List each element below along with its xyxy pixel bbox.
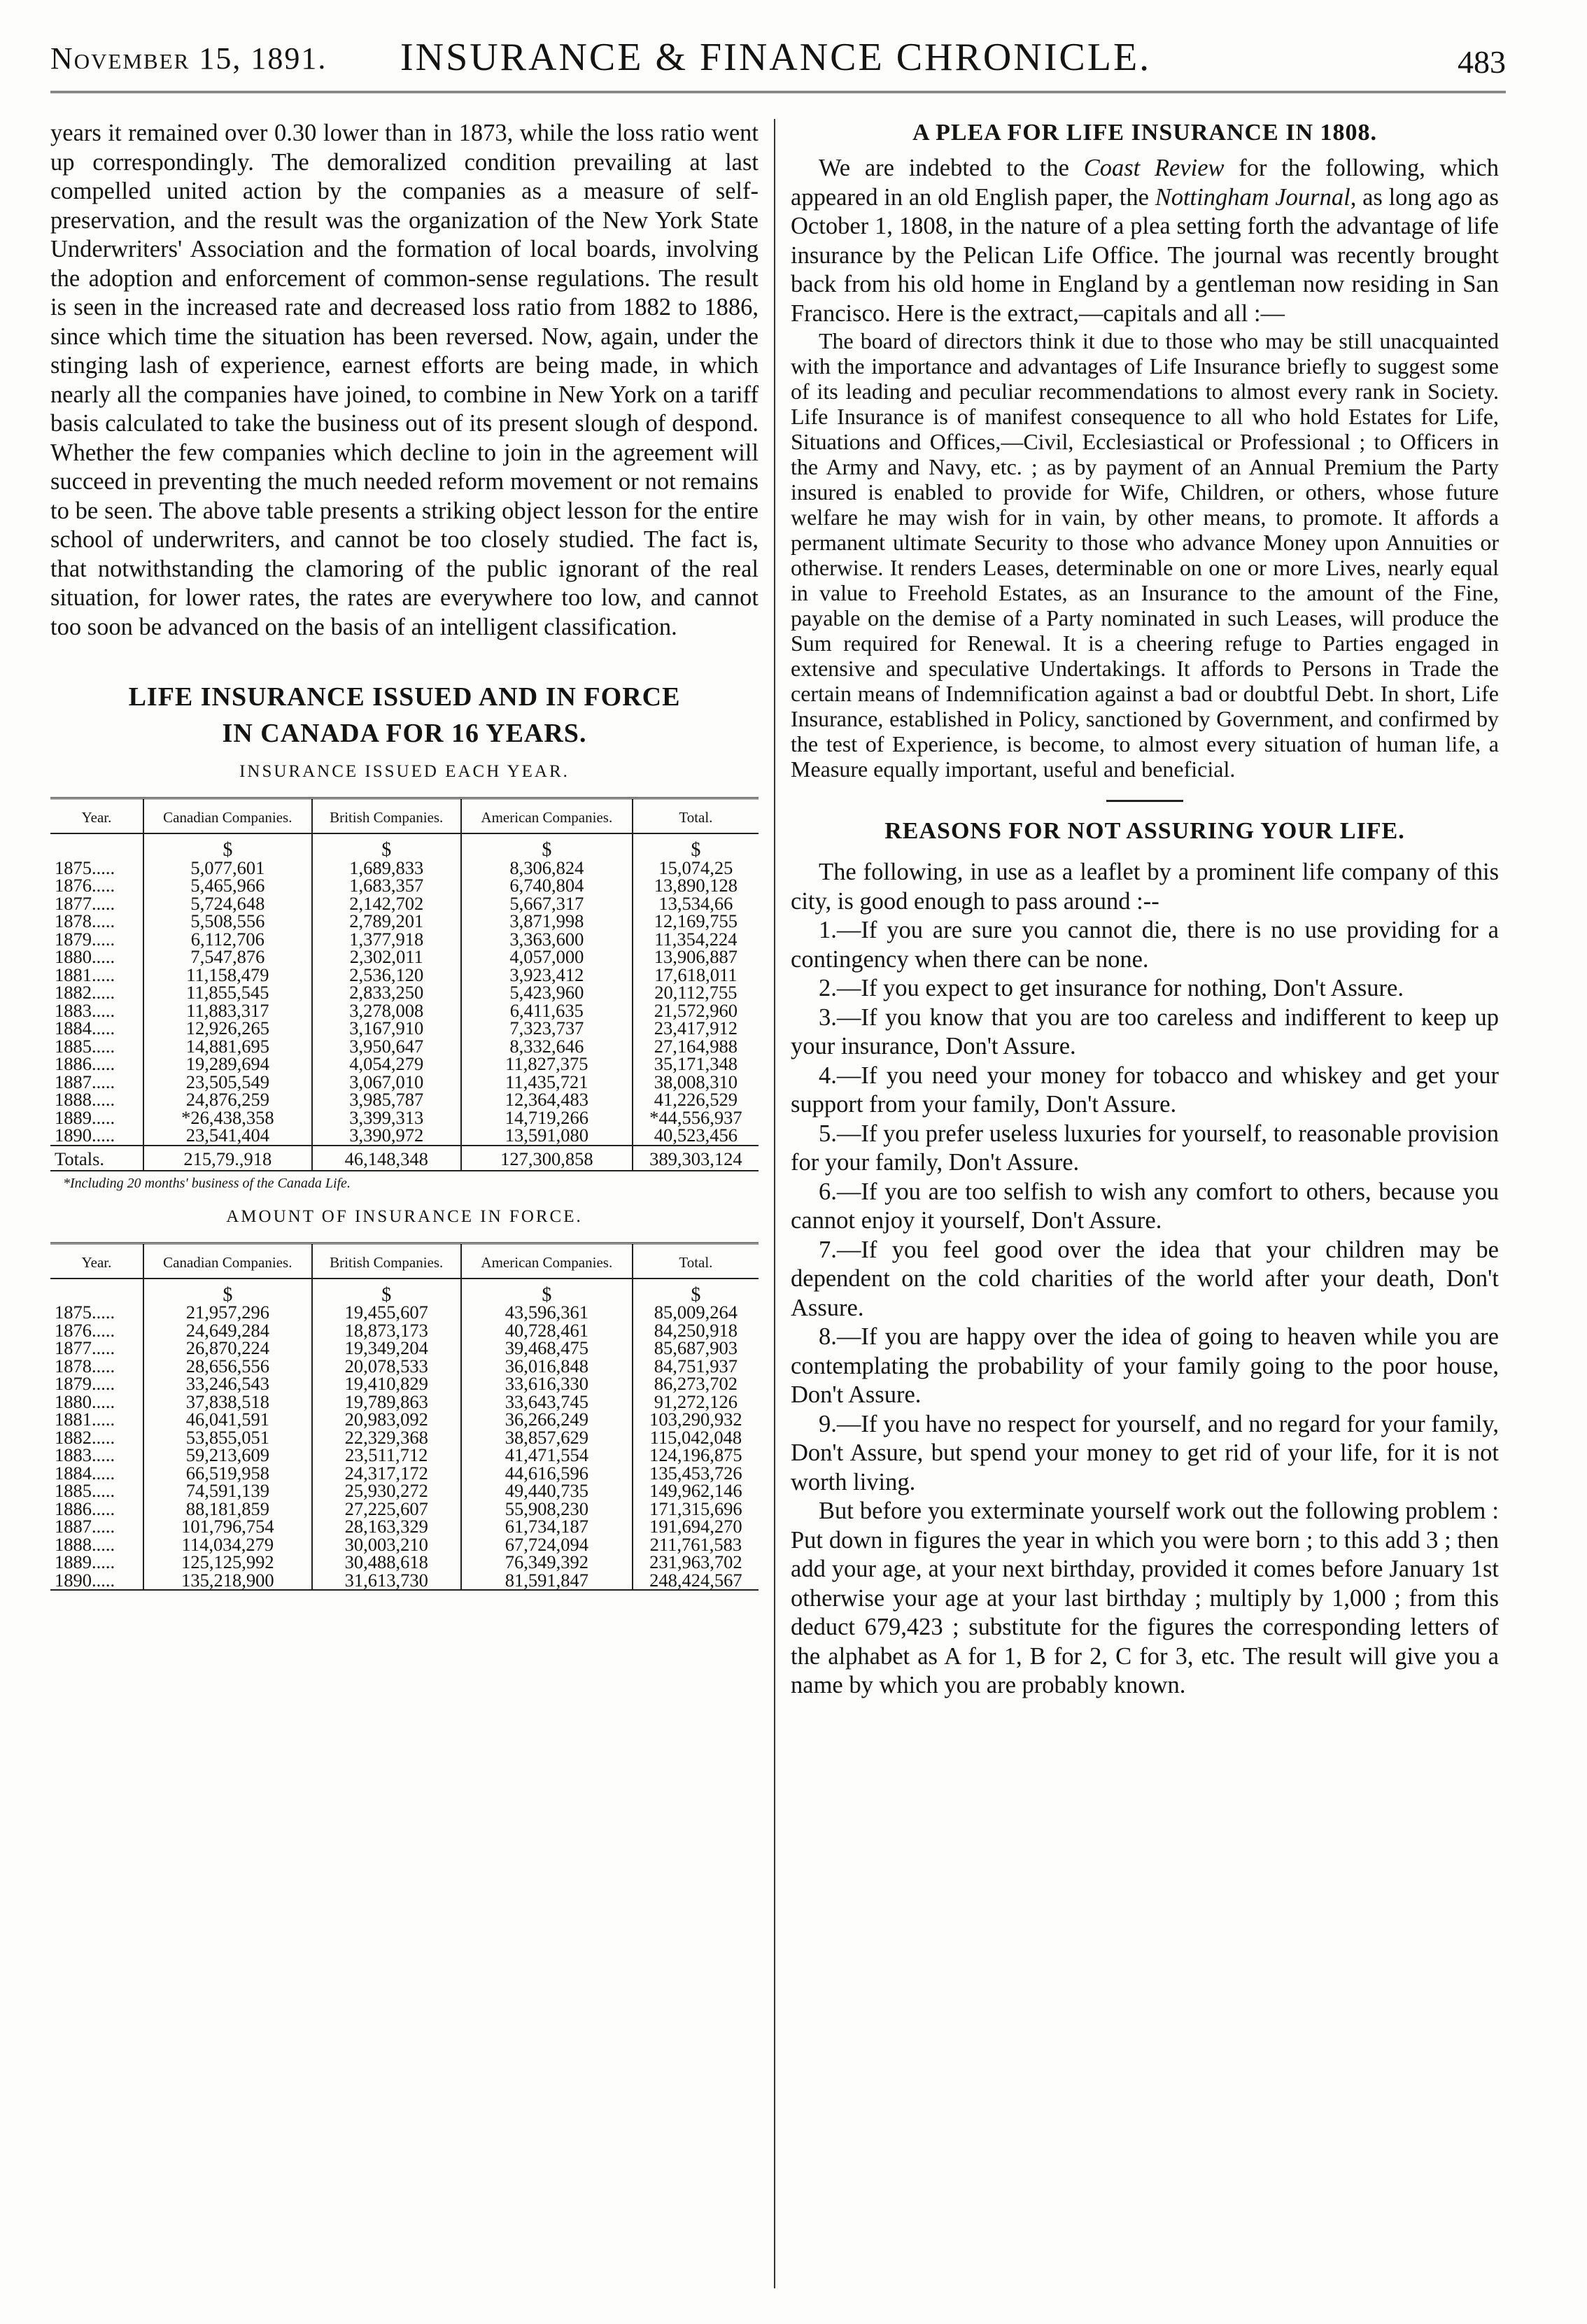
value-cell: 3,985,787 (312, 1091, 461, 1109)
value-cell: 20,983,092 (312, 1411, 461, 1429)
value-cell: 5,667,317 (461, 895, 633, 913)
value-cell: 5,508,556 (143, 913, 312, 931)
year-cell: 1886..... (55, 1498, 115, 1519)
value-cell: 19,789,863 (312, 1393, 461, 1411)
value-cell: 39,468,475 (461, 1339, 633, 1358)
value-cell: 3,399,313 (312, 1109, 461, 1127)
value-cell: 125,125,992 (143, 1554, 312, 1572)
value-cell: 1,683,357 (312, 877, 461, 895)
table-row (50, 1554, 759, 1572)
year-cell: 1881..... (55, 1409, 115, 1430)
value-cell: 18,873,173 (312, 1322, 461, 1340)
table-row (50, 877, 759, 895)
currency-row (50, 833, 759, 859)
value-cell: 3,363,600 (461, 931, 633, 949)
value-cell: 7,323,737 (461, 1020, 633, 1038)
value-cell: 13,890,128 (633, 877, 759, 895)
value-cell: 3,167,910 (312, 1020, 461, 1038)
table-issued-title: INSURANCE ISSUED EACH YEAR. (239, 762, 570, 781)
table-row (50, 1375, 759, 1393)
year-cell: 1878..... (55, 910, 115, 931)
value-cell: 86,273,702 (633, 1375, 759, 1393)
value-cell: 36,266,249 (461, 1411, 633, 1429)
value-cell: 11,855,545 (143, 984, 312, 1002)
value-cell: 38,008,310 (633, 1073, 759, 1092)
value-cell: 55,908,230 (461, 1500, 633, 1519)
value-cell: 24,317,172 (312, 1465, 461, 1483)
value-cell: 46,041,591 (143, 1411, 312, 1429)
currency-cell: $ (461, 1279, 633, 1304)
value-cell: 20,112,755 (633, 984, 759, 1002)
plea-intro-text: , as long ago as October 1, 1808, in the nature of a plea setting forth the advantage of life insurance by the Pelican Life Office. The journal was recently brought back from his old home in England by a gentleman now residing in San Francisco. Here is the extract,—capitals and all :— (791, 183, 1499, 327)
value-cell: 84,250,918 (633, 1322, 759, 1340)
value-cell: 5,077,601 (143, 859, 312, 878)
insurance-issued-table (50, 797, 759, 1171)
year-cell: 1888..... (55, 1533, 115, 1555)
value-cell: 41,226,529 (633, 1091, 759, 1109)
column-rule (774, 119, 775, 2288)
value-cell: 44,616,596 (461, 1465, 633, 1483)
year-cell: 1885..... (55, 1480, 115, 1501)
value-cell: 25,930,272 (312, 1482, 461, 1500)
currency-cell: $ (633, 833, 759, 859)
year-cell: 1890..... (55, 1569, 115, 1591)
value-cell: *44,556,937 (633, 1109, 759, 1127)
table-row (50, 1518, 759, 1536)
reason-item: 8.—If you are happy over the idea of going to heaven while you are contemplating the probability of your family going to the poor house, Don't Assure. (791, 1323, 1499, 1408)
value-cell: 2,302,011 (312, 948, 461, 966)
value-cell: 12,364,483 (461, 1091, 633, 1109)
value-cell: 191,694,270 (633, 1518, 759, 1536)
value-cell: 11,827,375 (461, 1055, 633, 1073)
year-cell: 1880..... (55, 1390, 115, 1412)
table-row (50, 1304, 759, 1322)
table-footnote: *Including 20 months' business of the Canada Life. (63, 1175, 351, 1191)
year-cell: 1876..... (55, 875, 115, 896)
value-cell: 19,289,694 (143, 1055, 312, 1073)
column-header: Canadian Companies. (143, 1243, 312, 1279)
year-cell: 1890..... (55, 1125, 115, 1146)
left-column (50, 119, 759, 1591)
issue-date: November 15, 1891. (50, 41, 327, 76)
value-cell: 2,833,250 (312, 984, 461, 1002)
year-cell: 1882..... (55, 1426, 115, 1448)
value-cell: 3,067,010 (312, 1073, 461, 1092)
reason-item: 2.—If you expect to get insurance for nothing, Don't Assure. (819, 975, 1404, 1001)
value-cell: 3,923,412 (461, 966, 633, 985)
value-cell: 84,751,937 (633, 1358, 759, 1376)
value-cell: 30,003,210 (312, 1536, 461, 1554)
value-cell: 23,511,712 (312, 1446, 461, 1465)
value-cell: 114,034,279 (143, 1536, 312, 1554)
value-cell: 15,074,25 (633, 859, 759, 878)
year-cell: 1879..... (55, 1373, 115, 1394)
value-cell: 124,196,875 (633, 1446, 759, 1465)
column-header: Canadian Companies. (143, 798, 312, 834)
value-cell: 85,687,903 (633, 1339, 759, 1358)
reasons-closing: But before you exterminate yourself work out the following problem : Put down in figures the year in which you were born ; to this add 3 ; then add your age, at your next birthday, provided it comes before January 1st otherwise your age at your last birthday ; multiply by 1,000 ; from this deduct 679,423 ; substitute for the figures the corresponding letters of the alphabet as A for 1, B for 2, C for 3, etc. The result will give you a name by which you are probably known. (791, 1498, 1499, 1698)
value-cell: 76,349,392 (461, 1554, 633, 1572)
column-header: British Companies. (312, 798, 461, 834)
reason-item: 3.—If you know that you are too careless and indifferent to keep up your insurance, Don't Assure. (791, 1003, 1499, 1059)
value-cell: 6,112,706 (143, 931, 312, 949)
value-cell: 53,855,051 (143, 1429, 312, 1447)
table-row (50, 1411, 759, 1429)
value-cell: 33,616,330 (461, 1375, 633, 1393)
total-cell: 389,303,124 (633, 1146, 759, 1171)
reasons-article-title: REASONS FOR NOT ASSURING YOUR LIFE. (884, 818, 1405, 844)
year-cell: 1883..... (55, 999, 115, 1021)
year-cell: 1887..... (55, 1516, 115, 1537)
publication-title: INSURANCE & FINANCE CHRONICLE. (400, 36, 1152, 79)
value-cell: 61,734,187 (461, 1518, 633, 1536)
value-cell: 101,796,754 (143, 1518, 312, 1536)
value-cell: 81,591,847 (461, 1572, 633, 1591)
value-cell: 12,169,755 (633, 913, 759, 931)
value-cell: 1,377,918 (312, 931, 461, 949)
currency-cell: $ (312, 833, 461, 859)
value-cell: 4,054,279 (312, 1055, 461, 1073)
currency-cell: $ (461, 833, 633, 859)
reason-item: 6.—If you are too selfish to wish any comfort to others, because you cannot enjoy it yourself, Don't Assure. (791, 1178, 1499, 1234)
value-cell: 13,534,66 (633, 895, 759, 913)
column-header: American Companies. (461, 798, 633, 834)
year-cell: 1888..... (55, 1089, 115, 1110)
value-cell: 8,306,824 (461, 859, 633, 878)
running-head (50, 28, 1506, 93)
value-cell: 135,453,726 (633, 1465, 759, 1483)
value-cell: 19,410,829 (312, 1375, 461, 1393)
year-cell: 1876..... (55, 1319, 115, 1341)
value-cell: 21,572,960 (633, 1002, 759, 1020)
total-cell: 215,79.,918 (143, 1146, 312, 1171)
value-cell: 231,963,702 (633, 1554, 759, 1572)
value-cell: 59,213,609 (143, 1446, 312, 1465)
value-cell: 2,789,201 (312, 913, 461, 931)
value-cell: 5,465,966 (143, 877, 312, 895)
currency-cell: $ (143, 833, 312, 859)
value-cell: 2,142,702 (312, 895, 461, 913)
totals-row (50, 1146, 759, 1171)
value-cell: *26,438,358 (143, 1109, 312, 1127)
value-cell: 24,649,284 (143, 1322, 312, 1340)
value-cell: 13,591,080 (461, 1127, 633, 1146)
year-cell: 1881..... (55, 964, 115, 985)
value-cell: 12,926,265 (143, 1020, 312, 1038)
value-cell: 23,541,404 (143, 1127, 312, 1146)
currency-cell: $ (143, 1279, 312, 1304)
value-cell: 14,881,695 (143, 1038, 312, 1056)
table-row (50, 1091, 759, 1109)
value-cell: 23,417,912 (633, 1020, 759, 1038)
value-cell: 33,246,543 (143, 1375, 312, 1393)
year-cell: 1884..... (55, 1017, 115, 1038)
table-row (50, 1020, 759, 1038)
value-cell: 27,225,607 (312, 1500, 461, 1519)
fire-article-continuation: years it remained over 0.30 lower than in 1873, while the loss ratio went up correspondingly. The demoralized condition prevailing at last compelled united action by the companies as a measure of self-preservation, and the result was the organization of the New York State Underwriters' Association and the formation of local boards, involving the adoption and enforcement of common-sense regulations. The result is seen in the increased rate and decreased loss ratio from 1882 to 1886, since which time the situation has been reversed. Now, again, under the stinging lash of experience, earnest efforts are being made, in which nearly all the companies have joined, to combine in New York on a tariff basis calculated to take the business out of its present slough of despond. Whether the few companies which decline to join in the agreement will succeed in preventing the much needed reform movement or not remains to be seen. The above table presents a striking object lesson for the entire school of underwriters, and cannot be too closely studied. The fact is, that notwithstanding the clamoring of the public ignorant of the real situation, for lower rates, the rates are everywhere too low, and cannot too soon be advanced on the basis of an intelligent classification. (50, 120, 759, 640)
value-cell: 171,315,696 (633, 1500, 759, 1519)
table-row (50, 1572, 759, 1591)
column-header: Total. (633, 1243, 759, 1279)
plea-intro (791, 154, 1499, 328)
reason-item: 1.—If you are sure you cannot die, there is no use providing for a contingency when there can be none. (791, 917, 1499, 973)
value-cell: 13,906,887 (633, 948, 759, 966)
table-row (50, 913, 759, 931)
value-cell: 3,871,998 (461, 913, 633, 931)
plea-extract: The board of directors think it due to those who may be still unacquainted with the importance and advantages of Life Insurance briefly to suggest some of its leading and peculiar recommendations to almost every rank in Society. Life Insurance is of manifest consequence to all who hold Estates for Life, Situations and Offices,—Civil, Ecclesiastical or Professional ; to Officers in the Army and Navy, etc. ; as by payment of an Annual Premium the Party insured is enabled to provide for Wife, Children, or others, whose future welfare he may wish for in vain, by other means, to promote. It affords a permanent ultimate Security to those who advance Money upon Annuities or otherwise. It renders Leases, determinable on one or more Lives, nearly equal in value to Freehold Estates, as an Insurance to the amount of the Fine, payable on the demise of a Party nominated in such Leases, will produce the Sum required for Renewal. It is a cheering refuge to Parties engaged in extensive and speculative Undertakings. It affords to Persons in Trade the certain means of Indemnification against a bad or doubtful Debt. In short, Life Insurance, established in Policy, sanctioned by Government, and confirmed by the test of Experience, is become, to almost every situation of human life, a Measure equally important, useful and beneficial. (791, 328, 1499, 782)
year-cell: 1882..... (55, 982, 115, 1003)
year-cell: 1877..... (55, 892, 115, 914)
tables-section-title-line2: IN CANADA FOR 16 YEARS. (222, 719, 587, 748)
value-cell: 21,957,296 (143, 1304, 312, 1322)
value-cell: 67,724,094 (461, 1536, 633, 1554)
plea-intro-text: We are indebted to the (819, 155, 1084, 181)
value-cell: 11,883,317 (143, 1002, 312, 1020)
value-cell: 33,643,745 (461, 1393, 633, 1411)
value-cell: 20,078,533 (312, 1358, 461, 1376)
currency-cell (50, 1279, 143, 1304)
year-cell: 1886..... (55, 1053, 115, 1074)
value-cell: 3,278,008 (312, 1002, 461, 1020)
value-cell: 211,761,583 (633, 1536, 759, 1554)
column-header: Year. (50, 1243, 143, 1279)
value-cell: 37,838,518 (143, 1393, 312, 1411)
year-cell: 1887..... (55, 1071, 115, 1092)
plea-article-title: A PLEA FOR LIFE INSURANCE IN 1808. (912, 120, 1378, 146)
insurance-in-force-table (50, 1242, 759, 1591)
value-cell: 35,171,348 (633, 1055, 759, 1073)
year-cell: 1878..... (55, 1355, 115, 1376)
year-cell: 1879..... (55, 928, 115, 950)
year-cell: 1883..... (55, 1444, 115, 1465)
value-cell: 2,536,120 (312, 966, 461, 985)
value-cell: 66,519,958 (143, 1465, 312, 1483)
value-cell: 1,689,833 (312, 859, 461, 878)
page-number: 483 (1458, 44, 1506, 80)
year-cell: 1880..... (55, 946, 115, 967)
column-header: Total. (633, 798, 759, 834)
reason-item: 4.—If you need your money for tobacco and whiskey and get your support from your family, Don't Assure. (791, 1062, 1499, 1118)
table-in-force-title: AMOUNT OF INSURANCE IN FORCE. (226, 1206, 583, 1226)
value-cell: 4,057,000 (461, 948, 633, 966)
value-cell: 6,411,635 (461, 1002, 633, 1020)
table-row (50, 1339, 759, 1358)
coast-review-name: Coast Review (1083, 155, 1225, 181)
value-cell: 49,440,735 (461, 1482, 633, 1500)
table-row (50, 1446, 759, 1465)
value-cell: 74,591,139 (143, 1482, 312, 1500)
value-cell: 11,354,224 (633, 931, 759, 949)
year-cell: 1884..... (55, 1462, 115, 1484)
value-cell: 6,740,804 (461, 877, 633, 895)
plea-intro-text: for the following, which appeared in an old English paper, the (791, 155, 1499, 211)
total-cell: 127,300,858 (461, 1146, 633, 1171)
value-cell: 85,009,264 (633, 1304, 759, 1322)
table-row (50, 984, 759, 1002)
year-cell: 1889..... (55, 1106, 115, 1128)
value-cell: 38,857,629 (461, 1429, 633, 1447)
value-cell: 7,547,876 (143, 948, 312, 966)
reason-item: 5.—If you prefer useless luxuries for yourself, to reasonable provision for your family, Don't Assure. (791, 1120, 1499, 1176)
value-cell: 30,488,618 (312, 1554, 461, 1572)
reason-item: 7.—If you feel good over the idea that your children may be dependent on the cold charities of the world after your death, Don't Assure. (791, 1236, 1499, 1321)
right-column (791, 119, 1499, 1700)
column-header: American Companies. (461, 1243, 633, 1279)
year-cell: 1877..... (55, 1337, 115, 1358)
value-cell: 88,181,859 (143, 1500, 312, 1519)
section-divider (1106, 800, 1183, 802)
currency-row (50, 1279, 759, 1304)
tables-section-title-line1: LIFE INSURANCE ISSUED AND IN FORCE (128, 682, 681, 712)
value-cell: 23,505,549 (143, 1073, 312, 1092)
reasons-intro: The following, in use as a leaflet by a prominent life company of this city, is good enough to pass around :-- (791, 859, 1499, 915)
value-cell: 22,329,368 (312, 1429, 461, 1447)
table-row (50, 948, 759, 966)
value-cell: 17,618,011 (633, 966, 759, 985)
nottingham-journal-name: Nottingham Journal (1155, 183, 1350, 211)
currency-cell: $ (312, 1279, 461, 1304)
value-cell: 36,016,848 (461, 1358, 633, 1376)
value-cell: 27,164,988 (633, 1038, 759, 1056)
column-header: Year. (50, 798, 143, 834)
value-cell: 3,950,647 (312, 1038, 461, 1056)
year-cell: 1885..... (55, 1035, 115, 1057)
value-cell: 91,272,126 (633, 1393, 759, 1411)
value-cell: 40,523,456 (633, 1127, 759, 1146)
table-row (50, 1127, 759, 1146)
totals-label: Totals. (50, 1146, 143, 1171)
value-cell: 3,390,972 (312, 1127, 461, 1146)
value-cell: 43,596,361 (461, 1304, 633, 1322)
value-cell: 11,435,721 (461, 1073, 633, 1092)
reasons-list (791, 916, 1499, 1497)
value-cell: 19,455,607 (312, 1304, 461, 1322)
year-cell: 1889..... (55, 1551, 115, 1572)
value-cell: 24,876,259 (143, 1091, 312, 1109)
value-cell: 41,471,554 (461, 1446, 633, 1465)
table-row (50, 1482, 759, 1500)
year-cell: 1875..... (55, 1302, 115, 1323)
value-cell: 11,158,479 (143, 966, 312, 985)
value-cell: 26,870,224 (143, 1339, 312, 1358)
value-cell: 19,349,204 (312, 1339, 461, 1358)
value-cell: 115,042,048 (633, 1429, 759, 1447)
table-row (50, 1055, 759, 1073)
value-cell: 5,423,960 (461, 984, 633, 1002)
year-cell: 1875..... (55, 857, 115, 878)
value-cell: 149,962,146 (633, 1482, 759, 1500)
total-cell: 46,148,348 (312, 1146, 461, 1171)
currency-cell (50, 833, 143, 859)
value-cell: 5,724,648 (143, 895, 312, 913)
value-cell: 8,332,646 (461, 1038, 633, 1056)
value-cell: 103,290,932 (633, 1411, 759, 1429)
reason-item: 9.—If you have no respect for yourself, and no regard for your family, Don't Assure, but spend your money to get rid of your life, for it is not worth living. (791, 1410, 1499, 1495)
value-cell: 31,613,730 (312, 1572, 461, 1591)
currency-cell: $ (633, 1279, 759, 1304)
value-cell: 28,656,556 (143, 1358, 312, 1376)
value-cell: 135,218,900 (143, 1572, 312, 1591)
column-header: British Companies. (312, 1243, 461, 1279)
value-cell: 14,719,266 (461, 1109, 633, 1127)
value-cell: 248,424,567 (633, 1572, 759, 1591)
value-cell: 28,163,329 (312, 1518, 461, 1536)
value-cell: 40,728,461 (461, 1322, 633, 1340)
